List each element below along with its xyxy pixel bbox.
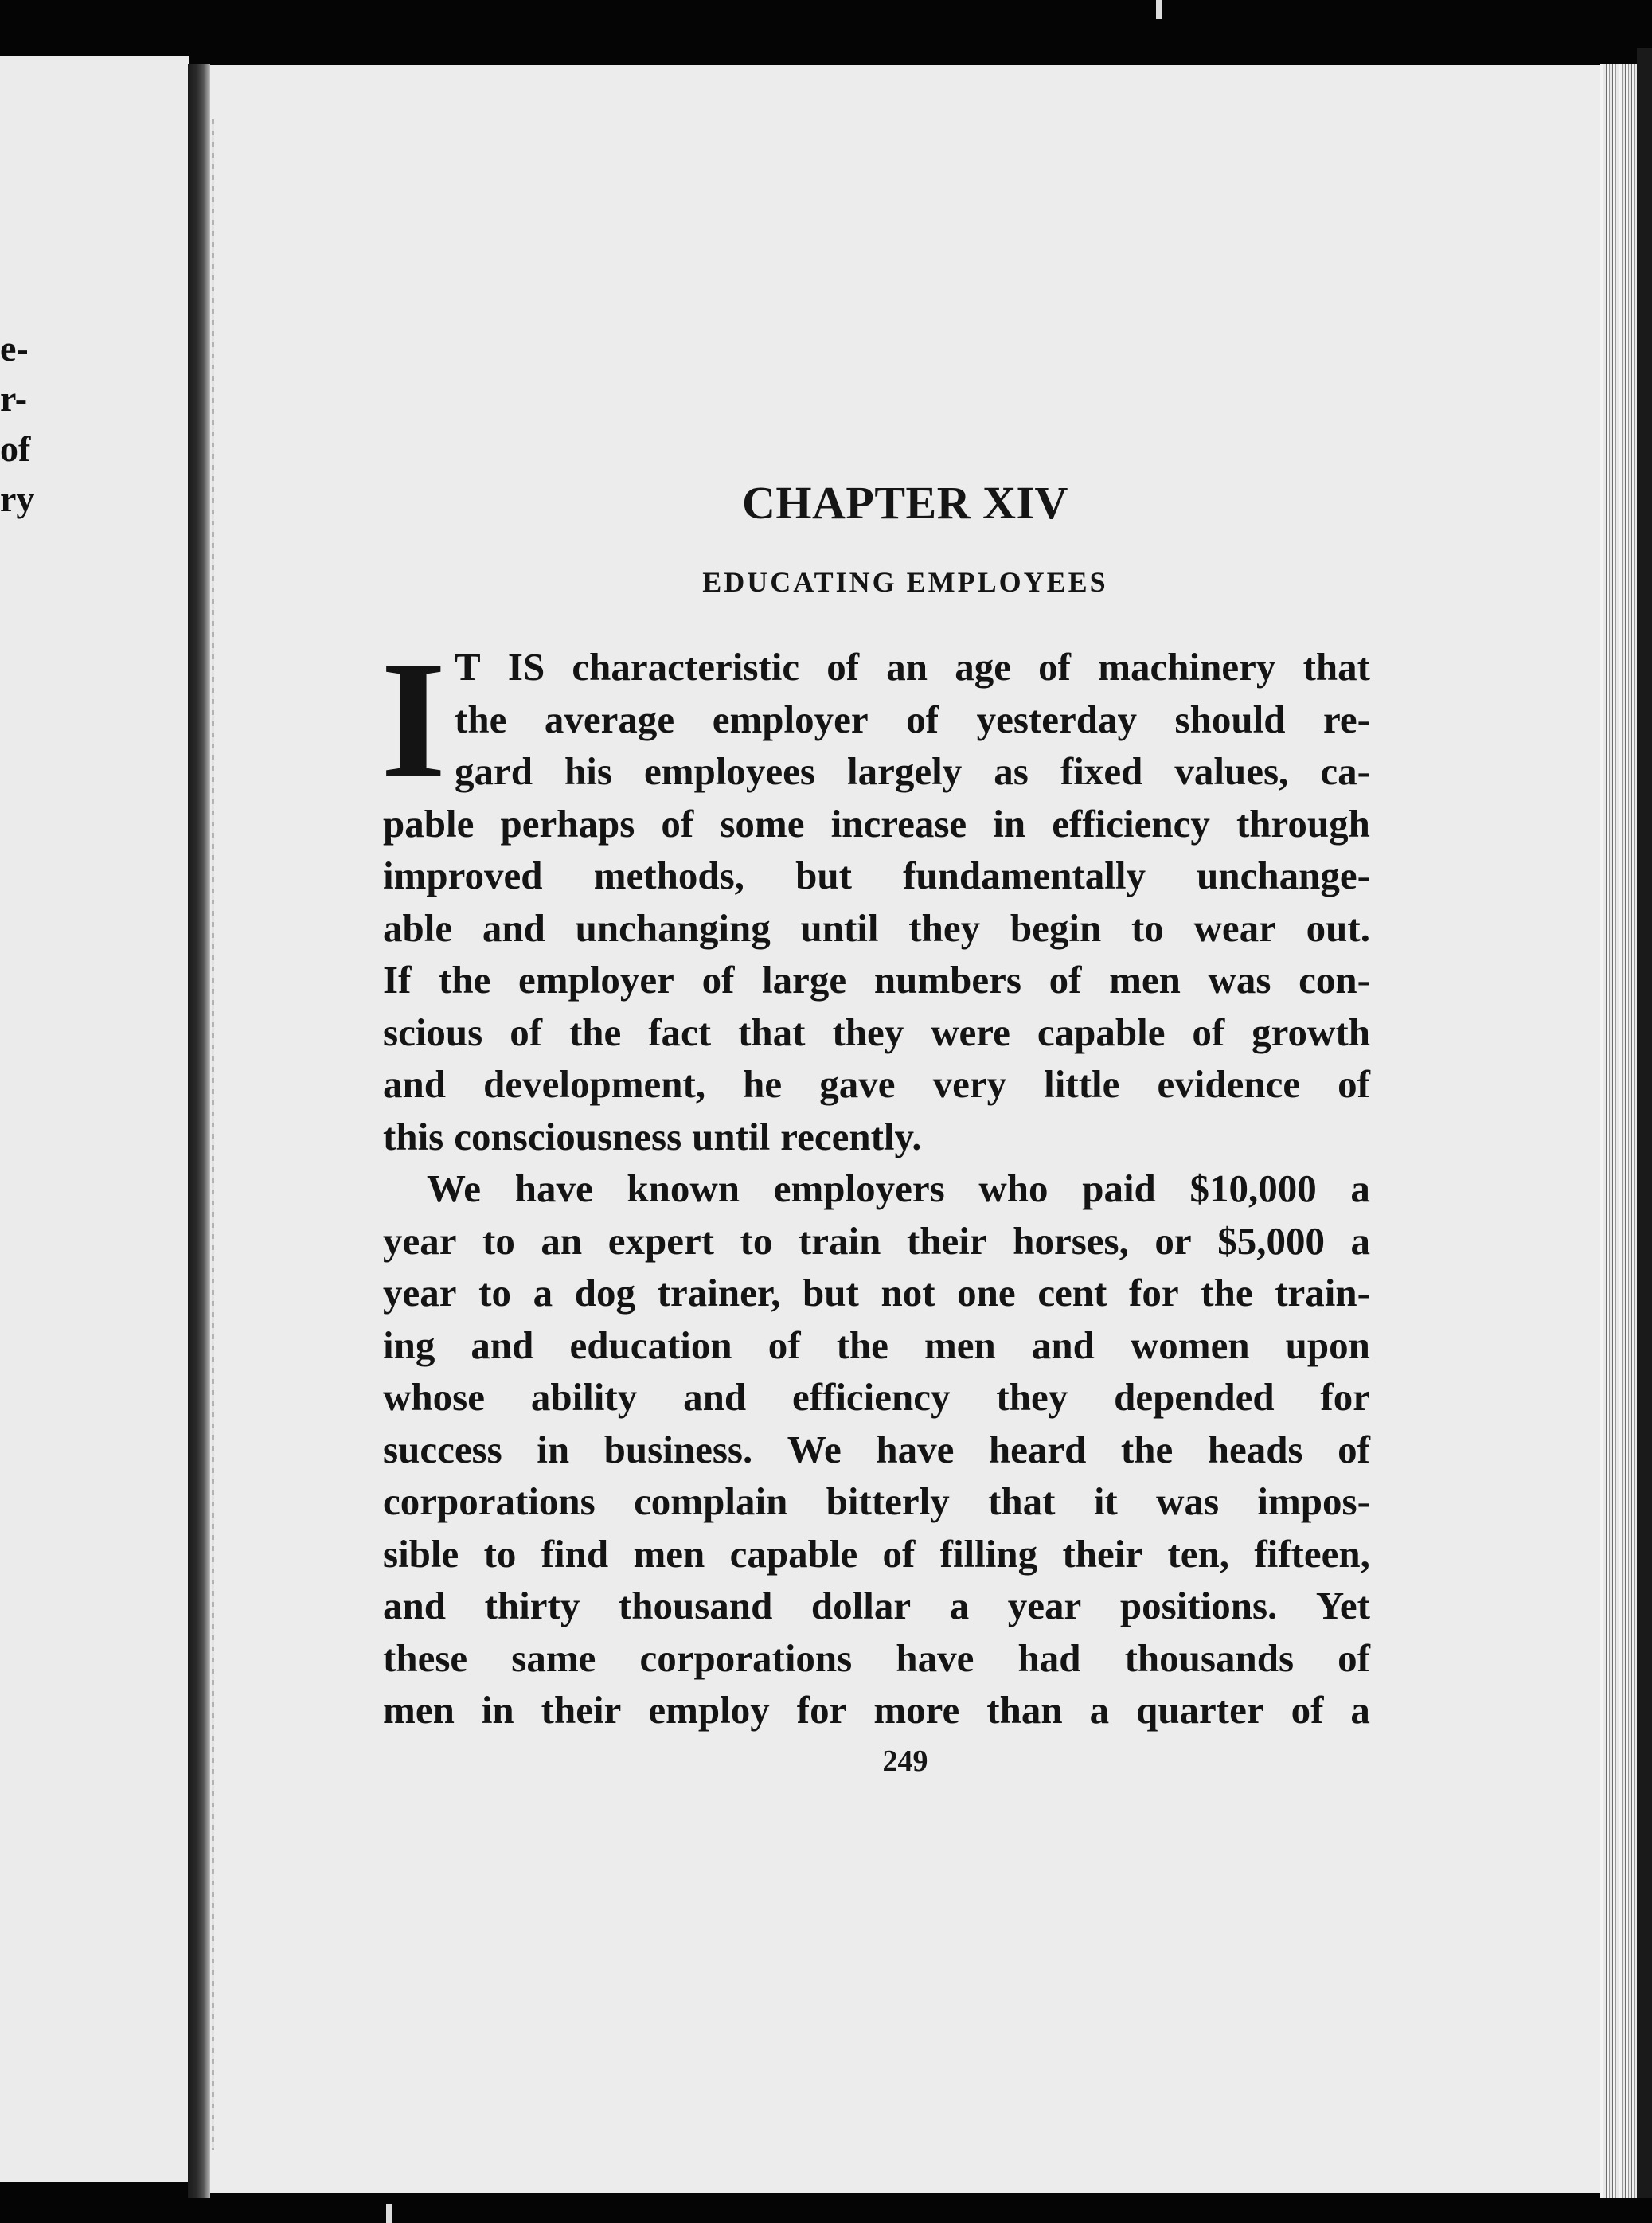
text-line <box>383 1424 1370 1476</box>
text-word: in <box>481 1688 514 1732</box>
text-word: a <box>1089 1688 1110 1732</box>
text-word: a <box>949 1584 970 1627</box>
text-word: was <box>1156 1479 1220 1523</box>
text-word: of <box>1049 958 1082 1002</box>
text-word: thirty <box>484 1584 580 1627</box>
text-word: employer <box>712 697 869 741</box>
text-word: one <box>957 1271 1016 1315</box>
text-word: re- <box>1323 697 1370 741</box>
text-word: should <box>1174 697 1286 741</box>
text-word: and <box>383 1062 447 1106</box>
text-word: of <box>882 1531 916 1576</box>
text-word: these <box>383 1635 468 1680</box>
text-word: filling <box>939 1531 1038 1576</box>
text-word: success <box>383 1427 502 1471</box>
text-line <box>383 745 1370 798</box>
text-word: paid <box>1082 1166 1156 1210</box>
text-word: men <box>633 1531 705 1576</box>
text-word: the <box>1120 1427 1174 1471</box>
previous-page-fragment: of <box>0 428 31 469</box>
text-word: to <box>478 1271 511 1315</box>
text-word: to <box>482 1218 515 1263</box>
text-word: dog <box>574 1271 636 1315</box>
text-word: thousands <box>1124 1635 1295 1680</box>
text-word: values, <box>1174 749 1289 793</box>
text-word: an <box>541 1218 583 1263</box>
text-word: find <box>541 1531 609 1576</box>
text-word: some <box>720 801 805 846</box>
text-word: their <box>1062 1531 1143 1576</box>
text-line <box>383 1475 1370 1528</box>
text-word: unchange- <box>1197 854 1370 897</box>
text-word: perhaps <box>500 801 635 846</box>
text-word: fundamentally <box>903 854 1146 897</box>
text-word: of <box>1192 1010 1225 1054</box>
text-line <box>383 1058 1370 1111</box>
text-word: machinery <box>1098 645 1276 689</box>
text-word: a <box>533 1271 553 1315</box>
text-word: men <box>1109 958 1181 1002</box>
text-word: in <box>537 1427 570 1471</box>
page-number: 249 <box>882 1744 928 1778</box>
text-word: until <box>692 1114 771 1158</box>
book-gutter <box>188 64 210 2198</box>
text-word: gave <box>819 1062 896 1106</box>
text-word: of <box>1338 1635 1370 1680</box>
text-word: ca- <box>1320 749 1370 793</box>
scan-artifact-top <box>1156 0 1162 19</box>
text-word: impos- <box>1257 1479 1370 1523</box>
text-line <box>383 1162 1370 1215</box>
text-word: $10,000 <box>1189 1166 1317 1210</box>
text-word: quarter <box>1136 1688 1264 1732</box>
text-word: capable <box>1037 1010 1166 1054</box>
text-word: a <box>1350 1218 1370 1263</box>
text-word: $5,000 <box>1217 1218 1325 1263</box>
text-word: of <box>701 958 735 1002</box>
text-word: that <box>738 1010 806 1054</box>
text-word: known <box>627 1166 740 1210</box>
text-line <box>383 1006 1370 1059</box>
text-word: they <box>908 905 981 950</box>
text-line <box>383 1684 1370 1737</box>
text-word: for <box>1129 1271 1179 1315</box>
text-word: that <box>988 1479 1056 1523</box>
text-word: they <box>832 1010 904 1054</box>
previous-page-fragment: e- <box>0 328 29 369</box>
text-word: begin <box>1010 905 1102 950</box>
text-word: employer <box>518 958 674 1002</box>
text-word: to <box>1131 905 1164 950</box>
text-word: through <box>1236 801 1370 846</box>
text-word: trainer, <box>657 1271 781 1315</box>
text-word: education <box>569 1322 732 1367</box>
text-word: train <box>798 1218 881 1263</box>
text-word: growth <box>1252 1010 1370 1054</box>
text-word: of <box>826 645 860 689</box>
text-line <box>383 1632 1370 1685</box>
text-word: We <box>427 1166 482 1210</box>
text-word: and <box>383 1584 447 1627</box>
text-word: horses, <box>1013 1218 1129 1263</box>
text-word: corporations <box>383 1479 596 1523</box>
text-word: for <box>796 1688 847 1732</box>
text-line <box>383 954 1370 1006</box>
text-line <box>383 1215 1370 1268</box>
previous-page-fragment: r- <box>0 378 28 419</box>
text-word: We <box>787 1427 842 1471</box>
text-word: as <box>994 749 1029 793</box>
text-word: corporations <box>639 1635 853 1680</box>
text-word: he <box>743 1062 783 1106</box>
text-word: numbers <box>873 958 1021 1002</box>
text-word: very <box>932 1062 1007 1106</box>
text-word: scious <box>383 1010 483 1054</box>
text-word: than <box>986 1688 1063 1732</box>
text-word: same <box>511 1635 596 1680</box>
text-word: fifteen, <box>1254 1531 1370 1576</box>
text-word: who <box>978 1166 1049 1210</box>
text-word: large <box>762 958 847 1002</box>
text-word: heads <box>1207 1427 1303 1471</box>
text-word: little <box>1044 1062 1120 1106</box>
text-word: of <box>1038 645 1071 689</box>
text-line <box>383 641 1370 693</box>
text-word: gard <box>455 749 533 793</box>
text-word: the <box>568 1010 622 1054</box>
text-line <box>383 850 1370 902</box>
text-word: but <box>795 854 852 897</box>
text-word: fixed <box>1060 749 1143 793</box>
text-word: thousand <box>618 1584 773 1627</box>
previous-page-text <box>0 323 34 524</box>
text-word: age <box>955 645 1011 689</box>
text-word: increase <box>830 801 967 846</box>
text-word: year <box>383 1218 457 1263</box>
text-word: and <box>471 1322 534 1367</box>
text-word: had <box>1017 1635 1081 1680</box>
text-word: of <box>1338 1062 1370 1106</box>
text-word: average <box>544 697 675 741</box>
body-text <box>381 626 1370 1737</box>
text-word: and <box>1031 1322 1095 1367</box>
text-word: of <box>767 1322 801 1367</box>
text-line <box>383 902 1370 955</box>
text-word: more <box>873 1688 960 1732</box>
text-word: a <box>1350 1688 1370 1732</box>
text-word: ability <box>530 1375 638 1419</box>
text-word: but <box>802 1271 859 1315</box>
text-word: improved <box>383 854 543 897</box>
text-word: women <box>1130 1322 1250 1367</box>
drop-cap: I <box>381 626 447 813</box>
text-word: ten, <box>1167 1531 1230 1576</box>
text-word: and <box>482 905 545 950</box>
text-word: his <box>564 749 612 793</box>
text-word: consciousness <box>454 1114 682 1158</box>
text-word: employ <box>648 1688 770 1732</box>
text-word: con- <box>1299 958 1370 1002</box>
text-word: If <box>383 958 412 1002</box>
text-word: until <box>800 905 879 950</box>
text-word: characteristic <box>572 645 800 689</box>
text-line <box>383 693 1370 746</box>
text-word: ing <box>383 1322 435 1367</box>
text-word: Yet <box>1315 1584 1370 1627</box>
text-word: yesterday <box>976 697 1137 741</box>
text-word: efficiency <box>791 1375 951 1419</box>
text-word: unchanging <box>575 905 771 950</box>
text-word: out. <box>1306 905 1370 950</box>
text-word: were <box>931 1010 1010 1054</box>
text-line <box>383 1267 1370 1319</box>
text-word: depended <box>1114 1375 1275 1419</box>
text-word: the <box>1201 1271 1253 1315</box>
text-word: of <box>1338 1427 1370 1471</box>
text-word: business. <box>603 1427 753 1471</box>
previous-page-fragment: ry <box>0 479 35 519</box>
text-word: upon <box>1285 1322 1370 1367</box>
text-word: was <box>1208 958 1271 1002</box>
text-word: positions. <box>1119 1584 1278 1627</box>
text-word: cent <box>1037 1271 1107 1315</box>
scan-artifact-bottom <box>386 2204 392 2223</box>
text-word: year <box>1007 1584 1082 1627</box>
text-line <box>383 798 1370 850</box>
text-word: development, <box>483 1062 706 1106</box>
text-word: methods, <box>593 854 744 897</box>
text-line <box>383 1111 1370 1163</box>
text-word: an <box>886 645 928 689</box>
text-word: the <box>439 958 491 1002</box>
text-line <box>383 1371 1370 1424</box>
text-word: the <box>836 1322 888 1367</box>
text-word: the <box>455 697 507 741</box>
text-word: year <box>383 1271 457 1315</box>
text-word: heard <box>988 1427 1087 1471</box>
text-word: sible <box>383 1531 459 1576</box>
text-word: able <box>383 905 453 950</box>
text-word: complain <box>634 1479 788 1523</box>
text-word: their <box>541 1688 622 1732</box>
text-word: men <box>383 1688 455 1732</box>
gutter-shadow <box>212 119 214 2150</box>
text-word: of <box>906 697 939 741</box>
text-word: IS <box>507 645 545 689</box>
text-word: or <box>1154 1218 1192 1263</box>
text-word: employees <box>644 749 815 793</box>
text-word: to <box>740 1218 773 1263</box>
text-word: pable <box>383 801 475 846</box>
text-word: they <box>996 1375 1068 1419</box>
text-word: not <box>881 1271 935 1315</box>
text-word: in <box>993 801 1026 846</box>
text-word: for <box>1320 1375 1370 1419</box>
text-word: it <box>1093 1479 1118 1523</box>
text-word: efficiency <box>1052 801 1210 846</box>
text-line <box>383 1528 1370 1580</box>
text-word: to <box>483 1531 517 1576</box>
chapter-subtitle: EDUCATING EMPLOYEES <box>702 566 1108 598</box>
text-word: expert <box>607 1218 715 1263</box>
text-word: employers <box>773 1166 945 1210</box>
text-word: of <box>510 1010 543 1054</box>
text-word: their <box>906 1218 987 1263</box>
text-word: T <box>455 645 481 689</box>
chapter-title: CHAPTER XIV <box>742 477 1068 529</box>
text-word: have <box>876 1427 955 1471</box>
text-word: that <box>1302 645 1370 689</box>
text-word: recently. <box>780 1114 922 1158</box>
text-word: a <box>1350 1166 1370 1210</box>
text-line <box>383 1319 1370 1372</box>
text-word: of <box>1291 1688 1324 1732</box>
text-word: train- <box>1275 1271 1370 1315</box>
text-word: have <box>896 1635 974 1680</box>
text-word: bitterly <box>826 1479 950 1523</box>
text-word: dollar <box>810 1584 912 1627</box>
text-word: capable <box>729 1531 858 1576</box>
text-line <box>383 1580 1370 1632</box>
text-word: wear <box>1193 905 1276 950</box>
text-word: whose <box>383 1375 485 1419</box>
text-word: men <box>924 1322 996 1367</box>
text-word: evidence <box>1157 1062 1301 1106</box>
text-word: largely <box>847 749 963 793</box>
book-cover-edge <box>1637 48 1652 2198</box>
text-word: fact <box>648 1010 712 1054</box>
page-stack-edge <box>1600 64 1637 2198</box>
text-word: of <box>661 801 694 846</box>
text-word: have <box>514 1166 593 1210</box>
text-word: this <box>383 1114 444 1158</box>
text-word: and <box>683 1375 747 1419</box>
